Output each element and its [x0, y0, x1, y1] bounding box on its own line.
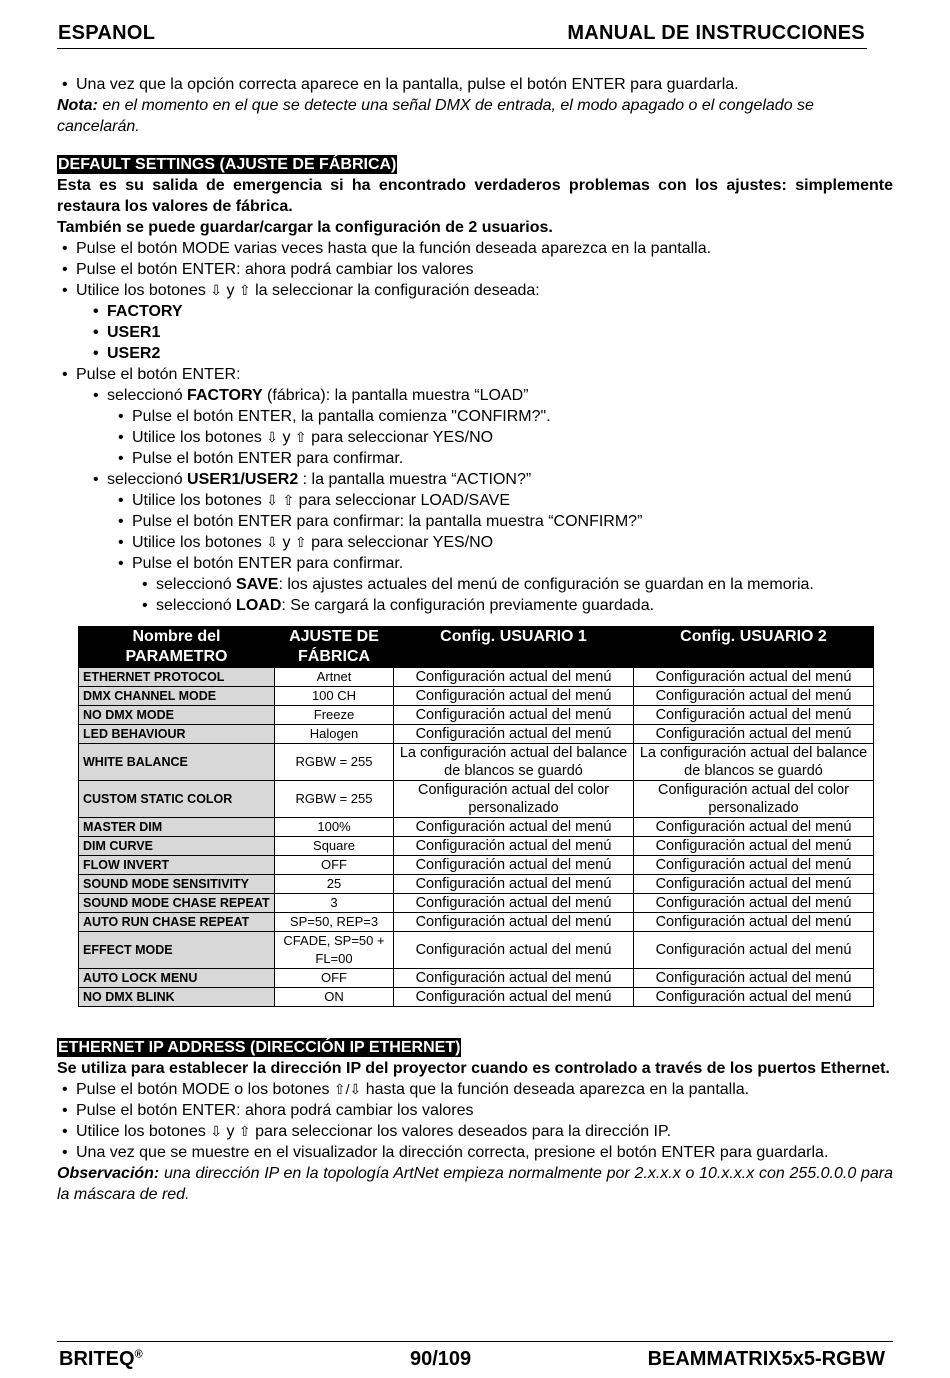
note-text: en el momento en el que se detecte una señal DMX de entrada, el modo apagado o el congelado se cancelarán.: [57, 97, 814, 135]
parameter-cell: AUTO RUN CHASE REPEAT: [79, 913, 275, 932]
value-cell: Configuración actual del menú: [634, 856, 874, 875]
list-item: • Utilice los botones ⇩ y ⇧ para seleccionar YES/NO: [132, 427, 893, 448]
table-row: [79, 687, 874, 706]
arrow-up-icon: ⇧: [238, 282, 251, 298]
value-cell: Freeze: [275, 706, 394, 725]
parameter-cell: ETHERNET PROTOCOL: [79, 668, 275, 687]
list-item: • Pulse el botón ENTER para confirmar.: [132, 553, 893, 574]
value-cell: Configuración actual del menú: [394, 988, 634, 1007]
default-settings-lead2: También se puede guardar/cargar la configuración de 2 usuarios.: [57, 219, 553, 236]
table-row: [79, 706, 874, 725]
list-item: • Utilice los botones ⇩ y ⇧ la seleccionar la configuración deseada:: [76, 280, 893, 301]
list-item: • Pulse el botón ENTER, la pantalla comienza "CONFIRM?".: [132, 406, 893, 427]
section-title-default-settings: DEFAULT SETTINGS (AJUSTE DE FÁBRICA): [58, 156, 397, 173]
column-header: Config. USUARIO 2: [634, 627, 874, 668]
save-selected: • seleccionó SAVE: los ajustes actuales del menú de configuración se guardan en la memoria.: [156, 574, 893, 595]
factory-steps: [57, 406, 893, 469]
value-cell: Halogen: [275, 725, 394, 744]
value-cell: La configuración actual del balance de blancos se guardó: [394, 744, 634, 781]
observation-text: una dirección IP en la topología ArtNet empieza normalmente por 2.x.x.x o 10.x.x.x con 255.0.0.0 para la máscara de red.: [57, 1165, 893, 1203]
arrow-up-icon: ⇧: [238, 1123, 251, 1139]
value-cell: Configuración actual del menú: [394, 837, 634, 856]
value-cell: Configuración actual del menú: [394, 932, 634, 969]
list-item: • Utilice los botones ⇩ y ⇧ para seleccionar los valores deseados para la dirección IP.: [76, 1121, 893, 1142]
list-item: • Utilice los botones ⇩ ⇧ para seleccionar LOAD/SAVE: [132, 490, 893, 511]
column-header: Nombre del PARAMETRO: [79, 627, 275, 668]
value-cell: Configuración actual del menú: [634, 706, 874, 725]
parameter-cell: MASTER DIM: [79, 818, 275, 837]
value-cell: La configuración actual del balance de blancos se guardó: [634, 744, 874, 781]
page-footer: [57, 1341, 893, 1372]
save-load-steps: [57, 574, 893, 616]
value-cell: Configuración actual del menú: [634, 687, 874, 706]
page-header: [57, 20, 867, 49]
parameter-cell: NO DMX BLINK: [79, 988, 275, 1007]
value-cell: ON: [275, 988, 394, 1007]
list-item: • Pulse el botón ENTER para confirmar.: [132, 448, 893, 469]
value-cell: Configuración actual del color personalizado: [634, 781, 874, 818]
value-cell: Configuración actual del menú: [634, 969, 874, 988]
parameter-cell: NO DMX MODE: [79, 706, 275, 725]
parameter-cell: DIM CURVE: [79, 837, 275, 856]
parameter-cell: FLOW INVERT: [79, 856, 275, 875]
user-selected: • seleccionó USER1/USER2 : la pantalla muestra “ACTION?”: [107, 469, 893, 490]
parameter-cell: SOUND MODE CHASE REPEAT: [79, 894, 275, 913]
table-row: [79, 668, 874, 687]
value-cell: Configuración actual del menú: [394, 706, 634, 725]
value-cell: 3: [275, 894, 394, 913]
value-cell: Configuración actual del menú: [634, 725, 874, 744]
table-row: [79, 988, 874, 1007]
user-steps: [57, 490, 893, 574]
table-row: [79, 875, 874, 894]
footer-brand: BRITEQ®: [59, 1348, 143, 1370]
table-row: [79, 969, 874, 988]
value-cell: RGBW = 255: [275, 744, 394, 781]
value-cell: Square: [275, 837, 394, 856]
value-cell: RGBW = 255: [275, 781, 394, 818]
list-item: • Pulse el botón ENTER: ahora podrá cambiar los valores: [76, 259, 893, 280]
table-row: [79, 894, 874, 913]
value-cell: CFADE, SP=50 + FL=00: [275, 932, 394, 969]
parameter-cell: SOUND MODE SENSITIVITY: [79, 875, 275, 894]
list-item: • Pulse el botón MODE o los botones ⇧/⇩ hasta que la función deseada aparezca en la pantalla.: [76, 1079, 893, 1100]
value-cell: Configuración actual del color personalizado: [394, 781, 634, 818]
list-item: • Pulse el botón ENTER para confirmar: la pantalla muestra “CONFIRM?”: [132, 511, 893, 532]
value-cell: 100%: [275, 818, 394, 837]
value-cell: Configuración actual del menú: [634, 894, 874, 913]
ethernet-observation: [57, 1163, 893, 1205]
table-row: [79, 856, 874, 875]
page-content: [57, 74, 893, 1205]
value-cell: 25: [275, 875, 394, 894]
parameter-cell: DMX CHANNEL MODE: [79, 687, 275, 706]
value-cell: 100 CH: [275, 687, 394, 706]
header-language: ESPANOL: [58, 22, 156, 44]
load-selected: • seleccionó LOAD: Se cargará la configuración previamente guardada.: [156, 595, 893, 616]
table-row: [79, 913, 874, 932]
list-item: • Pulse el botón ENTER: ahora podrá cambiar los valores: [76, 1100, 893, 1121]
header-title: MANUAL DE INSTRUCCIONES: [567, 22, 865, 44]
value-cell: Configuración actual del menú: [394, 894, 634, 913]
value-cell: Configuración actual del menú: [394, 668, 634, 687]
intro-list: [57, 74, 893, 95]
option-factory: • FACTORY: [107, 301, 893, 322]
value-cell: OFF: [275, 856, 394, 875]
arrow-down-icon: ⇩: [266, 492, 279, 508]
value-cell: Configuración actual del menú: [634, 837, 874, 856]
arrow-down-icon: ⇩: [266, 429, 279, 445]
list-item: • Una vez que se muestre en el visualizador la dirección correcta, presione el botón ENTER para guardarla.: [76, 1142, 893, 1163]
table-row: [79, 725, 874, 744]
value-cell: Configuración actual del menú: [634, 932, 874, 969]
ethernet-steps: [57, 1079, 893, 1163]
footer-page-number: 90/109: [410, 1348, 472, 1370]
value-cell: Configuración actual del menú: [394, 818, 634, 837]
list-item: • Una vez que la opción correcta aparece en la pantalla, pulse el botón ENTER para guardarla.: [76, 74, 893, 95]
value-cell: Configuración actual del menú: [634, 818, 874, 837]
value-cell: SP=50, REP=3: [275, 913, 394, 932]
table-row: [79, 818, 874, 837]
parameter-cell: WHITE BALANCE: [79, 744, 275, 781]
list-item: • Utilice los botones ⇩ y ⇧ para seleccionar YES/NO: [132, 532, 893, 553]
parameter-cell: EFFECT MODE: [79, 932, 275, 969]
observation-label: Observación:: [57, 1165, 160, 1182]
section-title-ethernet: ETHERNET IP ADDRESS (DIRECCIÓN IP ETHERNET): [58, 1039, 461, 1056]
arrow-up-down-icon: ⇧/⇩: [333, 1081, 362, 1097]
value-cell: Configuración actual del menú: [634, 913, 874, 932]
parameter-cell: AUTO LOCK MENU: [79, 969, 275, 988]
value-cell: Artnet: [275, 668, 394, 687]
option-user2: • USER2: [107, 343, 893, 364]
option-user1: • USER1: [107, 322, 893, 343]
default-settings-steps: [57, 238, 893, 301]
arrow-up-icon: ⇧: [294, 534, 307, 550]
value-cell: Configuración actual del menú: [394, 969, 634, 988]
ethernet-lead: Se utiliza para establecer la dirección IP del proyector cuando es controlado a través de los puertos Ethernet.: [57, 1060, 890, 1077]
config-options-list: [57, 301, 893, 364]
value-cell: Configuración actual del menú: [634, 668, 874, 687]
table-body: [79, 668, 874, 1007]
default-settings-lead: Esta es su salida de emergencia si ha encontrado verdaderos problemas con los ajustes: simplemente restaura los valores de fábrica.: [57, 177, 893, 215]
value-cell: Configuración actual del menú: [394, 687, 634, 706]
table-header-row: [79, 627, 874, 668]
value-cell: Configuración actual del menú: [634, 988, 874, 1007]
table-row: [79, 781, 874, 818]
value-cell: Configuración actual del menú: [394, 856, 634, 875]
value-cell: OFF: [275, 969, 394, 988]
footer-model: BEAMMATRIX5x5-RGBW: [647, 1348, 885, 1370]
value-cell: Configuración actual del menú: [394, 875, 634, 894]
table-row: [79, 744, 874, 781]
arrow-up-icon: ⇧: [282, 492, 295, 508]
factory-selected: • seleccionó FACTORY (fábrica): la pantalla muestra “LOAD”: [107, 385, 893, 406]
default-settings-table: [78, 626, 874, 1007]
table-row: [79, 837, 874, 856]
value-cell: Configuración actual del menú: [394, 725, 634, 744]
table-row: [79, 932, 874, 969]
arrow-down-icon: ⇩: [266, 534, 279, 550]
arrow-down-icon: ⇩: [210, 1123, 223, 1139]
column-header: AJUSTE DE FÁBRICA: [275, 627, 394, 668]
list-item: • Pulse el botón MODE varias veces hasta que la función deseada aparezca en la pantalla.: [76, 238, 893, 259]
note-label: Nota:: [57, 97, 98, 114]
value-cell: Configuración actual del menú: [394, 913, 634, 932]
arrow-up-icon: ⇧: [294, 429, 307, 445]
list-item: • Pulse el botón ENTER:: [76, 364, 893, 385]
value-cell: Configuración actual del menú: [634, 875, 874, 894]
parameter-cell: CUSTOM STATIC COLOR: [79, 781, 275, 818]
column-header: Config. USUARIO 1: [394, 627, 634, 668]
arrow-down-icon: ⇩: [210, 282, 223, 298]
intro-note: [57, 95, 893, 137]
parameter-cell: LED BEHAVIOUR: [79, 725, 275, 744]
